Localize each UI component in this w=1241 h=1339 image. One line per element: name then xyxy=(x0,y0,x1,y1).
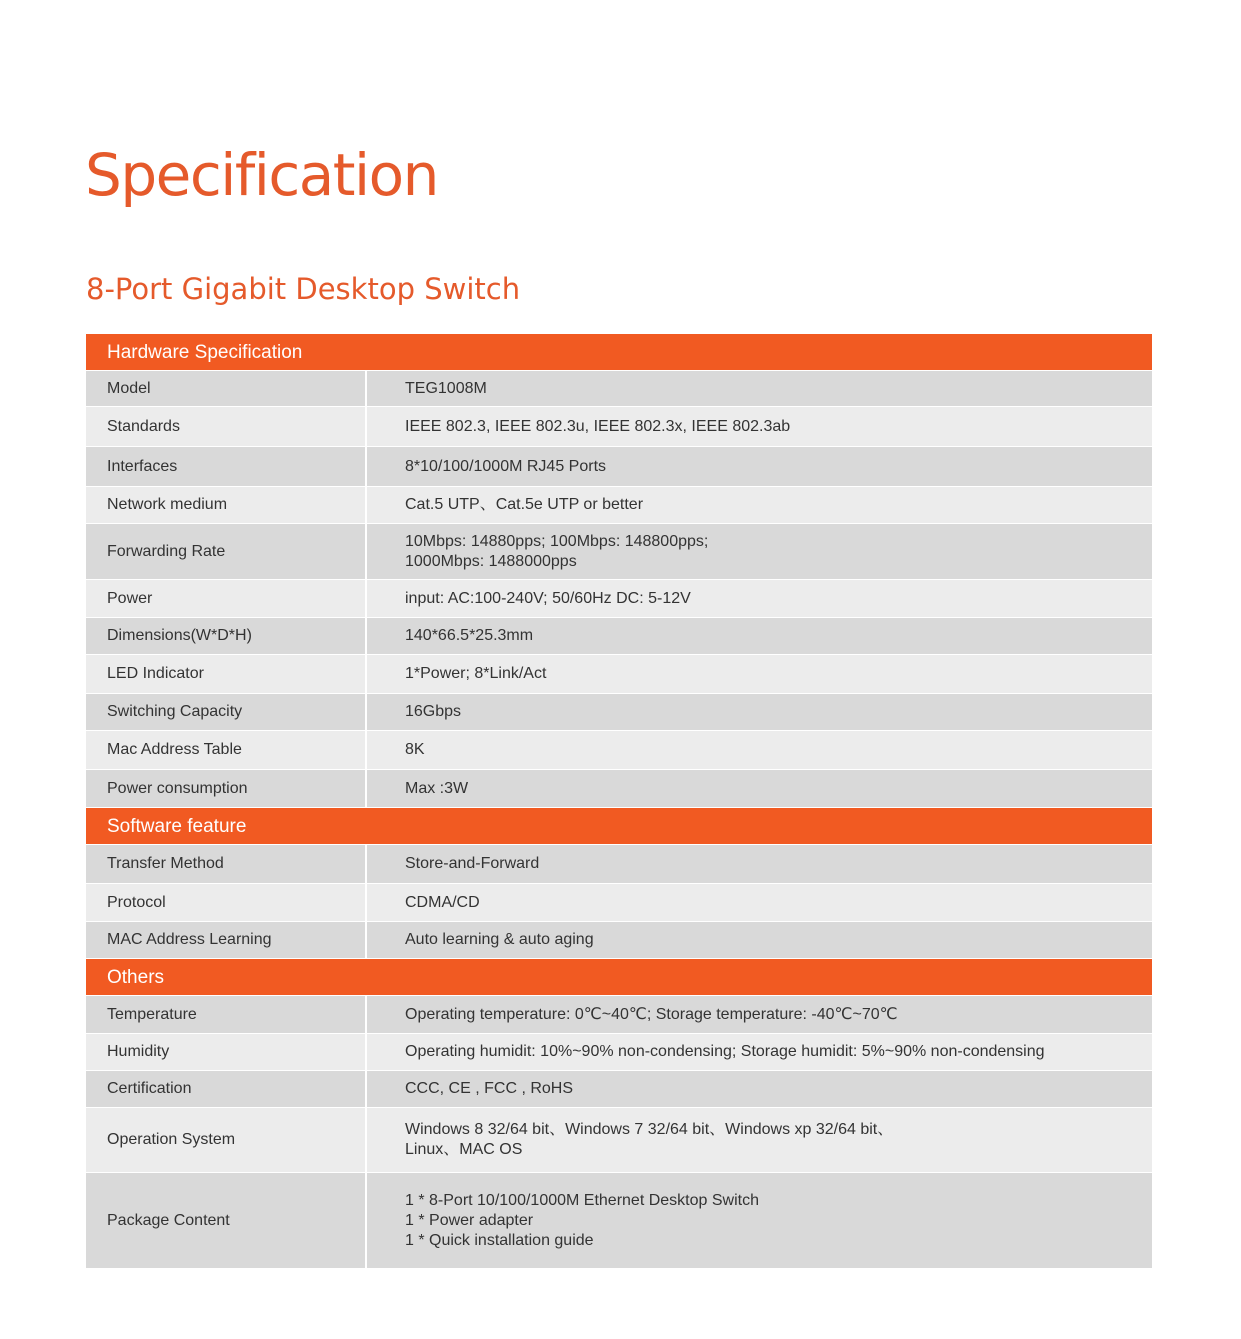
row-value-line: Operating humidit: 10%~90% non-condensing; Storage humidit: 5%~90% non-condensing xyxy=(405,1043,1045,1060)
row-value xyxy=(367,1108,1152,1172)
row-value xyxy=(367,618,1152,654)
row-value-line: 1 * Quick installation guide xyxy=(405,1231,594,1249)
row-value xyxy=(367,487,1152,523)
row-value-line: 140*66.5*25.3mm xyxy=(405,627,534,644)
row-label: LED Indicator xyxy=(86,655,367,693)
table-row xyxy=(86,845,1152,884)
row-label: MAC Address Learning xyxy=(86,922,367,958)
row-label: Transfer Method xyxy=(86,845,367,883)
row-value-line: CDMA/CD xyxy=(405,893,480,911)
row-value xyxy=(367,524,1152,579)
row-label: Interfaces xyxy=(86,447,367,486)
table-row xyxy=(86,731,1152,770)
row-label: Switching Capacity xyxy=(86,694,367,730)
row-label: Power consumption xyxy=(86,770,367,807)
table-row xyxy=(86,884,1152,922)
row-value-line: Windows 8 32/64 bit、Windows 7 32/64 bit、Windows xp 32/64 bit、 xyxy=(405,1121,894,1138)
spec-table xyxy=(86,334,1152,1269)
row-value xyxy=(367,1173,1152,1268)
table-row xyxy=(86,996,1152,1034)
row-label: Dimensions(W*D*H) xyxy=(86,618,367,654)
row-label: Standards xyxy=(86,407,367,446)
row-value-line: 1000Mbps: 1488000pps xyxy=(405,552,577,570)
row-value-line: 16Gbps xyxy=(405,703,462,720)
row-value xyxy=(367,884,1152,921)
row-label: Humidity xyxy=(86,1034,367,1070)
page-title: Specification xyxy=(85,141,438,209)
table-row xyxy=(86,524,1152,580)
table-row xyxy=(86,694,1152,731)
table-row xyxy=(86,1071,1152,1108)
row-value-line: 10Mbps: 14880pps; 100Mbps: 148800pps; xyxy=(405,532,709,550)
row-value-line: 1 * 8-Port 10/100/1000M Ethernet Desktop Switch xyxy=(405,1191,759,1209)
row-value-line: Linux、MAC OS xyxy=(405,1141,523,1158)
row-value xyxy=(367,407,1152,446)
row-value-line: Max :3W xyxy=(405,779,469,797)
table-row xyxy=(86,447,1152,487)
row-value-line: input: AC:100-240V; 50/60Hz DC: 5-12V xyxy=(405,589,691,607)
row-value xyxy=(367,371,1152,406)
row-label: Temperature xyxy=(86,996,367,1033)
section-header-software: Software feature xyxy=(86,808,1152,845)
row-value-line: 8K xyxy=(405,741,425,758)
row-value xyxy=(367,731,1152,769)
table-row xyxy=(86,407,1152,447)
table-row xyxy=(86,580,1152,618)
section-header-hardware: Hardware Specification xyxy=(86,334,1152,371)
row-value xyxy=(367,1034,1152,1070)
row-label: Mac Address Table xyxy=(86,731,367,769)
table-row xyxy=(86,770,1152,808)
row-value xyxy=(367,770,1152,807)
row-value-line: TEG1008M xyxy=(405,379,487,397)
row-label: Protocol xyxy=(86,884,367,921)
table-row xyxy=(86,1173,1152,1269)
row-value xyxy=(367,1071,1152,1107)
row-value-line: Cat.5 UTP、Cat.5e UTP or better xyxy=(405,496,644,513)
row-value-line: IEEE 802.3, IEEE 802.3u, IEEE 802.3x, IEEE 802.3ab xyxy=(405,417,791,435)
row-value-line: CCC, CE , FCC , RoHS xyxy=(405,1080,574,1097)
table-row xyxy=(86,1108,1152,1173)
section-header-others: Others xyxy=(86,959,1152,996)
table-row xyxy=(86,655,1152,694)
row-value xyxy=(367,655,1152,693)
row-value xyxy=(367,447,1152,486)
row-value xyxy=(367,694,1152,730)
product-title: 8-Port Gigabit Desktop Switch xyxy=(86,272,521,306)
table-row xyxy=(86,922,1152,959)
row-label: Operation System xyxy=(86,1108,367,1172)
row-label: Forwarding Rate xyxy=(86,524,367,579)
row-label: Certification xyxy=(86,1071,367,1107)
table-row xyxy=(86,487,1152,524)
row-value xyxy=(367,996,1152,1033)
row-label: Power xyxy=(86,580,367,617)
row-value xyxy=(367,845,1152,883)
row-label: Network medium xyxy=(86,487,367,523)
row-value-line: Store-and-Forward xyxy=(405,855,540,872)
row-label: Model xyxy=(86,371,367,406)
row-value xyxy=(367,580,1152,617)
row-value-line: Auto learning & auto aging xyxy=(405,931,594,948)
row-value xyxy=(367,922,1152,958)
table-row xyxy=(86,618,1152,655)
row-value-line: 1*Power; 8*Link/Act xyxy=(405,665,547,682)
table-row xyxy=(86,1034,1152,1071)
row-value-line: 8*10/100/1000M RJ45 Ports xyxy=(405,457,607,475)
row-value-line: 1 * Power adapter xyxy=(405,1211,534,1229)
table-row xyxy=(86,371,1152,407)
row-label: Package Content xyxy=(86,1173,367,1268)
row-value-line: Operating temperature: 0℃~40℃; Storage temperature: -40℃~70℃ xyxy=(405,1005,898,1023)
